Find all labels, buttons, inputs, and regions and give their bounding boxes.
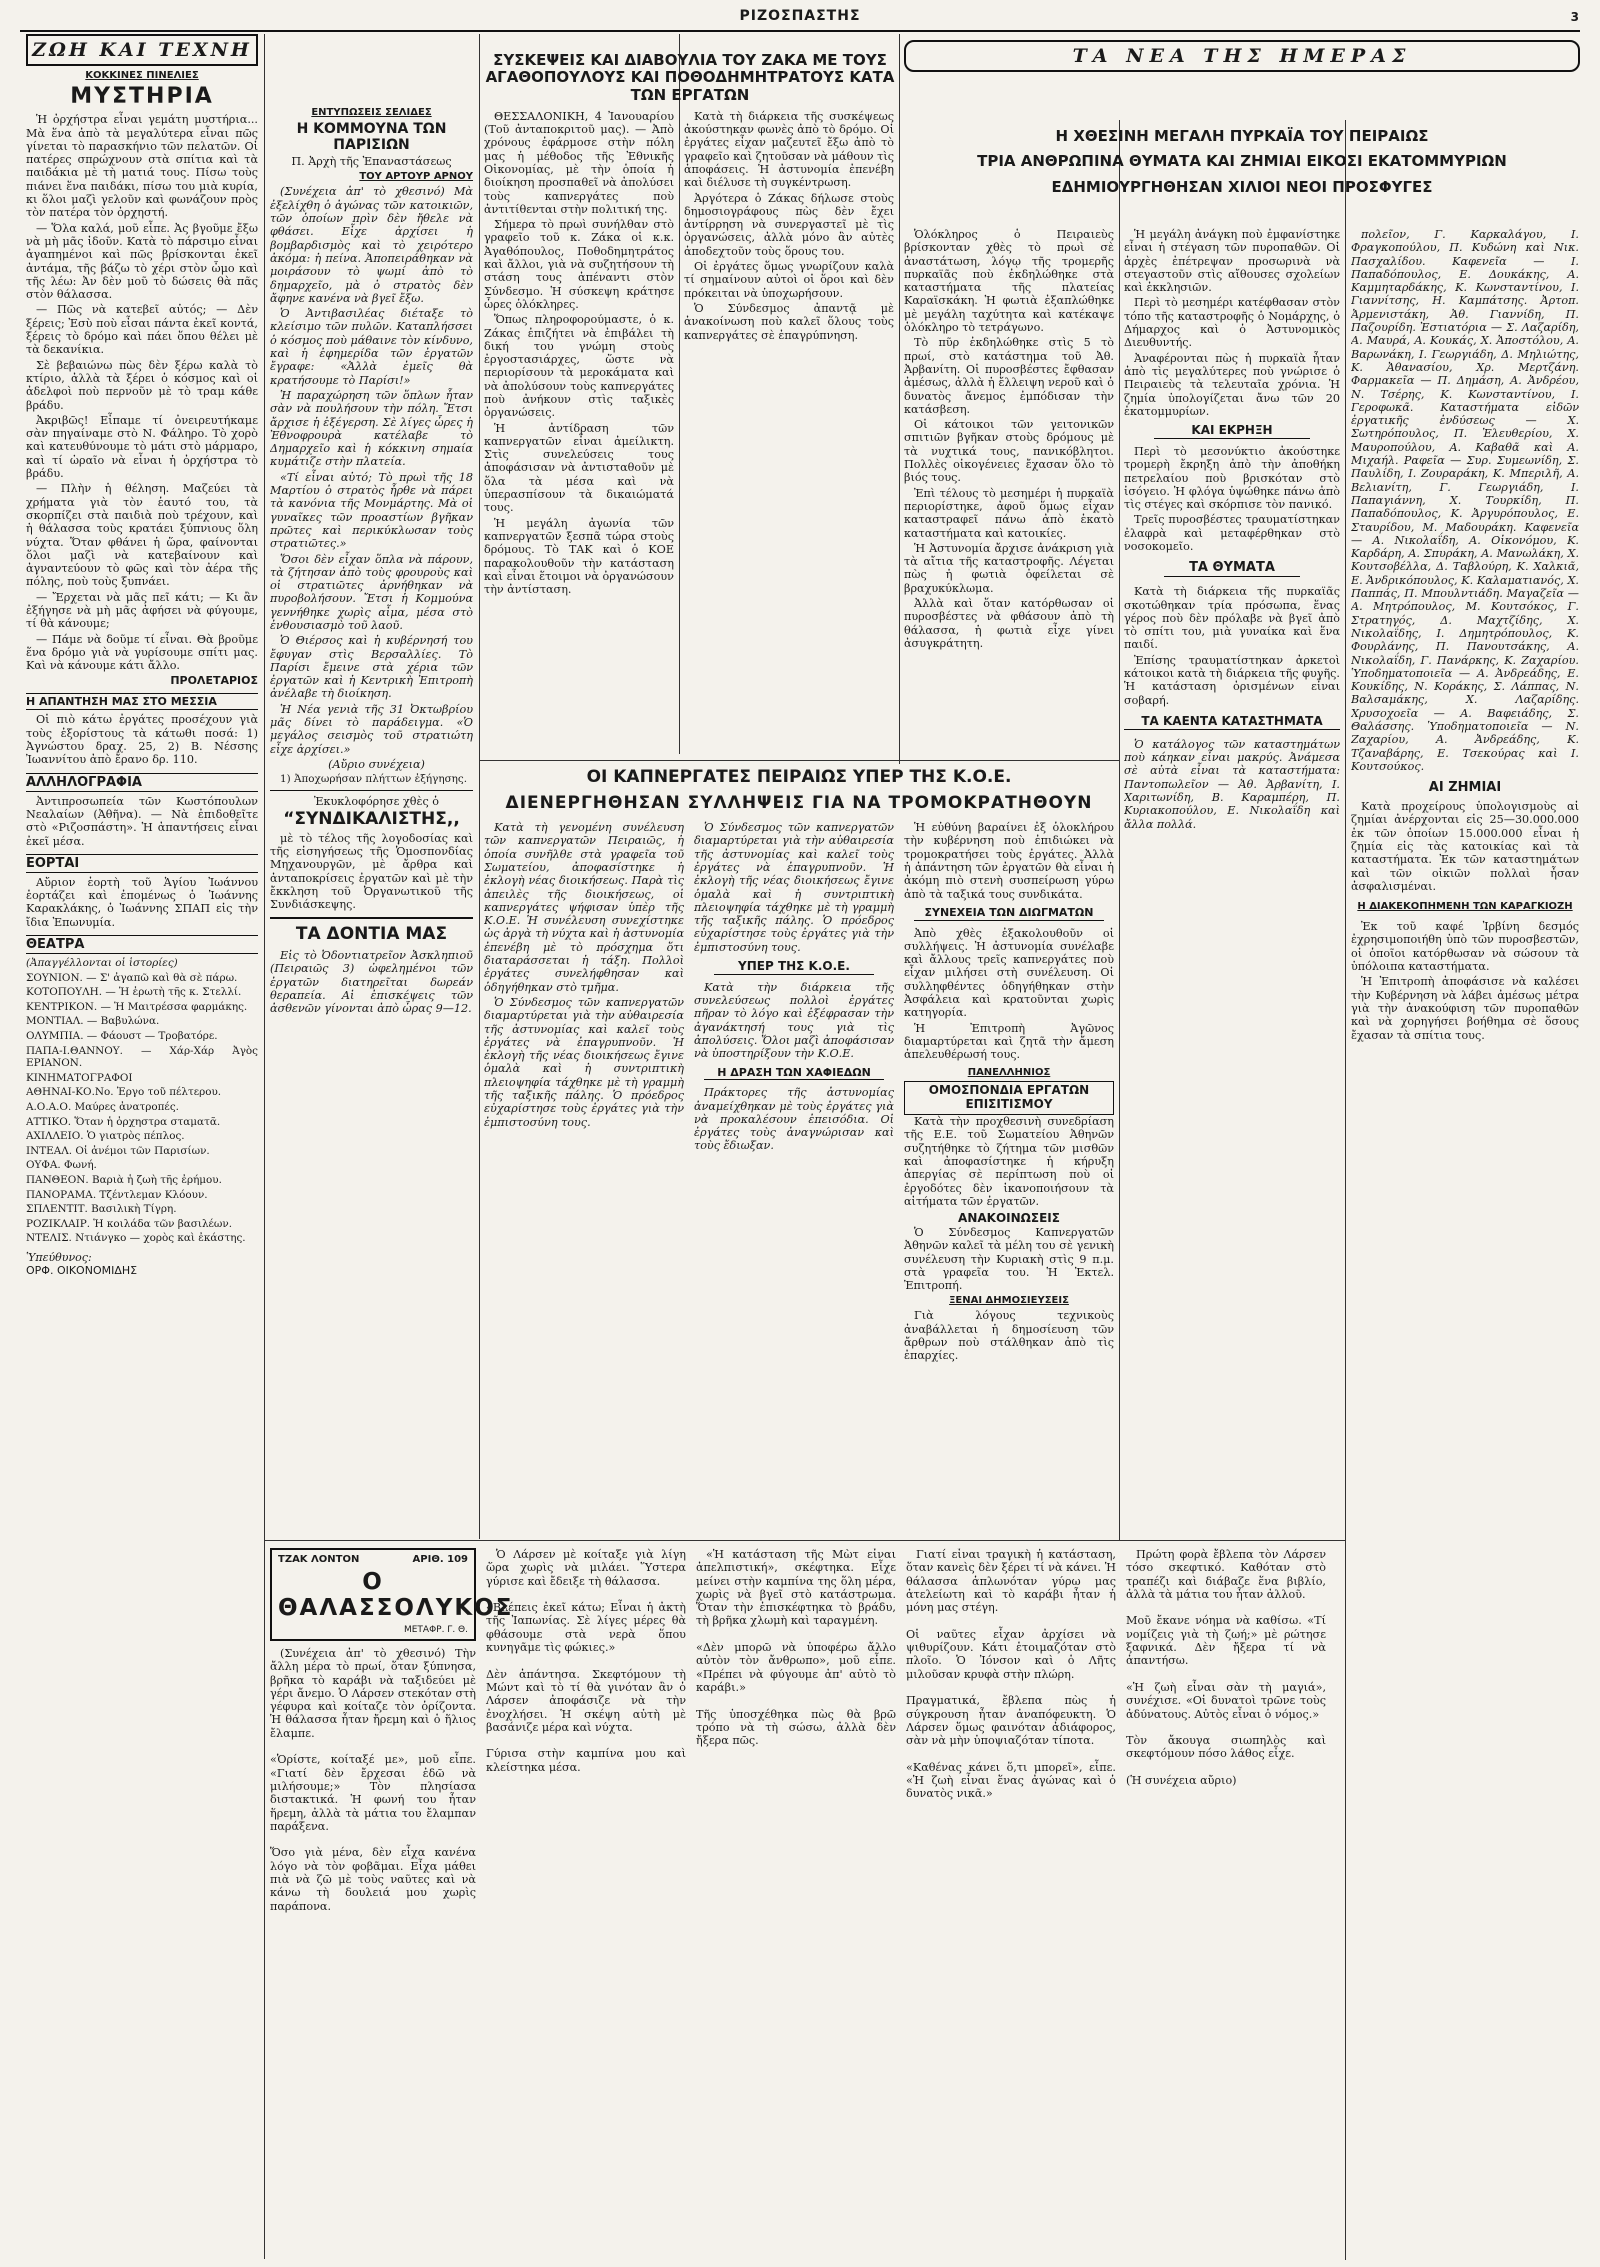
shop-list: πολεῖον, Γ. Καρκαλάγου, Ι. Φραγκοπούλου, Π. Κυδώνη καὶ Νικ. Πασχαλίδου. Καφενεῖα — Ι. Παπαδόπουλος, Ε. Δουκάκης, Α. Καμμηταρδάκης, Κ. Κωνσταντίνου, Ι. Γιαννίτσης, Η. Καμπάτσης. Ἀρτοπ. Ἀρμενιστάκη, Ἀθ. Γιαννίδη, Π. Παζουρίδη. Ἐστιατόρια — Σ. Λαζαρίδη, Α. Μαυρά, Α. Κουκάς, Χ. Ἀποστόλου, Α. Βαρωνάκη, Ι. Γεωργιάδη, Δ. Μηλιώτης, Κ. Ἀθανασίου, Χρ. Μερτζάνη. Φαρμακεῖα — Π. Δημάση, Α. Ἀνδρέου, Ν. Τσέρης, Κ. Κωνσταντίνου, Ι. Γεροφωκᾶ. Καταστήματα εἰδῶν ἐργατικῆς ἐνδύσεως — Χ. Σωτηρόπουλος, Π. Ἐλευθερίου, Χ. Μαυροπούλου, Α. Καβαθᾶ καὶ Α. Μιχαήλ. Ραφεῖα — Συρ. Συμεωνίδη, Σ. Παυλίδη, Ι. Ζουραράκη, Κ. Μπεριλῆ, Α. Βελιανίτη, Γ. Γεωργιάδη, Ι. Παπαγιάννη, Χ. Τουρκίδη, Π. Παπαδόπουλος, Κ. Ἀργυρόπουλος, Ε. Σταυρίδου, Μ. Μαδουράκη. Καφενεῖα — Α. Νικολαΐδη, Α. Οἰκονόμου, Κ. Καρδάρη, Α. Σπυράκη, Α. Μανωλάκη, Χ. Κουτσοβέλλα, Δ. Ταβλούρη, Κ. Χαλκιᾶ, Ε. Ἀνδρικόπουλος, Κ. Καλαματιανός, Χ. Παππάς, Π. Μπουλντιάδη. Μαγαζεῖα — Α. Μητρόπουλος, Μ. Κουτσόκος, Γ. Στρατηγός, Δ. Μαχτζίδης, Χ. Νικολαΐδης, Ι. Δημητρόπουλος, Κ. Φουρλάνης, Π. Πανουτσάκης, Α. Νικολαΐδη, Γ. Πανάρκης, Κ. Ζαχαρίου. Ὑποδηματοποιεῖα — Α. Ἀνδρεάδης, Ε. Κουκίδης, Ν. Κοράκης, Σ. Λάππας, Ν. Βαλσαμάκης, Χ. Λαζαρίδης. Χρυσοχοεῖα — Α. Βαφειάδης, Σ. Θαλάσσης. Ὑποδηματοποιεῖα — Ν. Ζαχαρίου, Α. Ἀνδρεάδης, Κ. Τζαναβάρης, Ε. Τσεκούρας καὶ Ι. Κουτσούκος. bbox=[1351, 228, 1579, 773]
paragraph: Κατὰ τὴ διάρκεια τῆς πυρκαϊᾶς σκοτώθηκαν τρία πρόσωπα, ἕνας γέρος ποὺ δὲν πρόλαβε νὰ βγεῖ ἀπὸ τὸ σπίτι του, μιὰ γυναίκα καὶ ἕνα παιδί. bbox=[1124, 585, 1340, 652]
paragraph: «Τί εἶναι αὐτό; Τὸ πρωὶ τῆς 18 Μαρτίου ὁ στρατὸς ἦρθε νὰ πάρει τὰ κανόνια τῆς Μονμάρτης. Μὰ οἱ γυναῖκες τῶν προαστίων βγῆκαν πρῶτες καὶ περικύκλωσαν τοὺς στρατιῶτες.» bbox=[270, 470, 473, 551]
headline: ΣΥΣΚΕΨΕΙΣ ΚΑΙ ΔΙΑΒΟΥΛΙΑ ΤΟΥ ΖΑΚΑ ΜΕ ΤΟΥΣ ΑΓΑΘΟΠΟΥΛΟΥΣ ΚΑΙ ΠΟΘΟΔΗΜΗΤΡΑΤΟΥΣ ΚΑΤΑ ΤΩΝ ΕΡΓΑΤΩΝ bbox=[485, 52, 895, 104]
story-column bbox=[684, 110, 894, 599]
paragraph: Ὁ Σύνδεσμος τῶν καπνεργατῶν διαμαρτύρεται γιὰ τὴν αὐθαιρεσία τῆς ἀστυνομίας καὶ καλεῖ τοὺς ἐργάτες νὰ ἐπαγρυπνοῦν. Ἡ ἐκλογὴ τῆς νέας διοικήσεως ἔγινε ὁμαλὰ καὶ ἡ συντριπτικὴ πλειοψηφία τάχθηκε μὲ τὴ γραμμὴ τῆς ταξικῆς πάλης. Ὁ πρόεδρος εὐχαρίστησε τοὺς ἐργάτες γιὰ τὴν ἐμπιστοσύνη τους. bbox=[484, 995, 684, 1129]
masthead bbox=[20, 8, 1580, 32]
headline-2: ΔΙΕΝΕΡΓΗΘΗΣΑΝ ΣΥΛΛΗΨΕΙΣ ΓΙΑ ΝΑ ΤΡΟΜΟΚΡΑΤΗΘΟΥΝ bbox=[505, 792, 1093, 813]
subheading: ΥΠΕΡ ΤΗΣ Κ.Ο.Ε. bbox=[714, 960, 874, 975]
paragraph: μὲ τὸ τέλος τῆς λογοδοσίας καὶ τῆς εἰσηγήσεως τῆς Ὁμοσπονδίας Μηχανουργῶν, μὲ ἄρθρα καὶ ἀνταποκρίσεις ἐργατῶν καὶ μὲ τὴν ἔκκληση τοῦ Ὀργανωτικοῦ τῆς Συνδιάσκεψης. bbox=[270, 831, 473, 912]
paragraph: Ἀντιπροσωπεία τῶν Κωστόπουλων Νεαλαίων (Ἀθῆνα). — Νὰ ἐπιδοθεῖτε στὸ «Ριζοσπάστη». Ἡ ἀπαντήσεις εἶναι ἐκεῖ μέσα. bbox=[26, 794, 258, 848]
column-rule bbox=[264, 34, 265, 2259]
paragraph: Ὁ Λάρσεν μὲ κοίταξε γιὰ λίγη ὥρα χωρὶς νὰ μιλάει. Ὕστερα γύρισε καὶ ἔδειξε τὴ θάλασσα. «Βλέπεις ἐκεῖ κάτω; Εἶναι ἡ ἀκτὴ τῆς Ἰαπωνίας. Σὲ λίγες μέρες θὰ φθάσουμε στὰ νερὰ ὅπου κυνηγᾶμε τὶς φώκιες.» Δὲν ἀπάντησα. Σκεφτόμουν τὴ Μώντ καὶ τὸ τί θὰ γινόταν ἂν ὁ Λάρσεν ἀποφάσιζε νὰ τὴν ἐνοχλήσει. Ἡ σκέψη αὐτὴ μὲ βασάνιζε μέρα καὶ νύχτα. Γύρισα στὴν καμπίνα μου καὶ κλείστηκα μέσα. bbox=[486, 1548, 686, 1774]
theatre-item: ΙΝΤΕΑΛ. Οἱ ἀνέμοι τῶν Παρισίων. bbox=[26, 1144, 210, 1157]
headline-1: Η ΧΘΕΣΙΝΗ ΜΕΓΑΛΗ ΠΥΡΚΑΪΑ ΤΟΥ ΠΕΙΡΑΙΩΣ bbox=[1055, 127, 1429, 145]
theatre-item: ΠΑΠΑ-Ι.ΘΑΝΝΟΥ. — Χάρ-Χάρ Ἀγὸς ΕΡΙΑΝΟΝ. bbox=[26, 1044, 258, 1070]
paragraph: Ὁ κατάλογος τῶν καταστημάτων ποὺ κάηκαν εἶναι μακρύς. Ἀνάμεσα σὲ αὐτὰ εἶναι τὰ καταστήματα: Παντοπωλεῖον — Ἀθ. Ἀρβανίτη, Ι. Χαριτωνίδη, Β. Καραμπέρη, Π. Κυριακοπούλου, Ε. Νικολαΐδη καὶ ἄλλα πολλά. bbox=[1124, 737, 1340, 831]
theatre-item: ΝΤΕΛΙΣ. Ντιάνγκο — χορὸς καὶ ἐκάστης. bbox=[26, 1232, 246, 1245]
paragraph: Κατὰ τὴ διάρκεια τῆς συσκέψεως ἀκούστηκαν φωνὲς ἀπὸ τὸ δρόμο. Οἱ ἐργάτες εἶχαν μαζευτεῖ ἔξω ἀπὸ τὸ γραφεῖο καὶ ζητοῦσαν νὰ μάθουν τὶς ἀποφάσεις. Ἡ ἀστυνομία ἐπενέβη καὶ διέλυσε τὴ συγκέντρωση. bbox=[684, 109, 894, 190]
responsible-name: ΟΡΦ. ΟΙΚΟΝΟΜΙΔΗΣ bbox=[26, 1263, 138, 1277]
paragraph: (Συνέχεια ἀπ' τὸ χθεσινό) Τὴν ἄλλη μέρα τὸ πρωί, ὅταν ξύπνησα, βρῆκα τὸ καράβι νὰ ταξιδεύει μὲ γέρι ἄνεμο. Ὁ Λάρσεν στεκόταν στὴ γέφυρα καὶ κοίταζε τὸν ὁρίζοντα. Ἡ θάλασσα ἦταν ἤρεμη καὶ ὁ ἥλιος ἔλαμπε. «Ὁρίστε, κοίταξέ με», μοῦ εἶπε. «Γιατί δὲν ἔρχεσαι ἐδῶ νὰ μιλήσουμε;» Τὸν πλησίασα διστακτικά. Ἡ φωνή του ἦταν ἥρεμη, ἀλλὰ τὰ μάτια του ἔλαμπαν παράξενα. Ὅσο γιὰ μένα, δὲν εἶχα κανένα λόγο νὰ τὸν φοβᾶμαι. Εἶχα μάθει πιὰ νὰ ζῶ μὲ τοὺς ναῦτες καὶ νὰ κάνω τὴ δουλειά μου χωρὶς παράπονα. bbox=[270, 1647, 476, 1913]
paragraph: Γιὰ λόγους τεχνικοὺς ἀναβάλλεται ἡ δημοσίευση τῶν ἄρθρων ποὺ στάλθηκαν ἀπὸ τὶς ἐπαρχίες. bbox=[904, 1309, 1114, 1363]
paragraph: Ἀναφέρονται πὼς ἡ πυρκαϊὰ ἦταν ἀπὸ τὶς μεγαλύτερες ποὺ γνώρισε ὁ Πειραιεὺς τὰ τελευταῖα χρόνια. Ἡ ζημία ὑπολογίζεται ἄνω τῶν 20 ἑκατομμυρίων. bbox=[1124, 351, 1340, 418]
paragraph: Αὔριον ἑορτὴ τοῦ Ἁγίου Ἰωάννου ἑορτάζει καὶ ἐπομένως ὁ Ἰωάννης Καρακλάκης, ὁ Ἰωάννης ΣΠΑΠ εἰς τὴν ἴδια Ἐπωνυμία. bbox=[26, 875, 258, 929]
notice-title: “ΣΥΝΔΙΚΑΛΙΣΤΗΣ,, bbox=[283, 809, 460, 830]
footnote: 1) Ἀποχωρήσαν πλήττων ἐξήγησης. bbox=[280, 773, 468, 786]
paragraph: ΘΕΣΣΑΛΟΝΙΚΗ, 4 Ἰανουαρίου (Τοῦ ἀνταποκριτοῦ μας). — Ἀπὸ χρόνους ἐφάρμοσε στὴν πόλη μας ἡ μέθοδος τῆς Ἐθνικῆς Οἰκονομίας, μὲ τὴν ὁποία ἡ διοίκηση προσπαθεῖ νὰ ἀπολύσει τοὺς καπνεργάτες ποὺ ἀντιτίθενται στὴν πολιτική της. bbox=[484, 109, 674, 216]
paragraph: Ἡ Ἀστυνομία ἄρχισε ἀνάκριση γιὰ τὰ αἴτια τῆς καταστροφῆς. Λέγεται πὼς ἡ φωτιὰ ὀφείλεται σὲ βραχυκύκλωμα. bbox=[904, 541, 1114, 595]
paragraph: Ὁ Ἀντιβασιλέας διέταξε τὸ κλείσιμο τῶν πυλῶν. Καταπλήσσει ὁ κόσμος ποὺ μάθαινε τὸν κίνδυνο, καὶ ἡ ἐφημερίδα τῶν ἐργατῶν ἔγραφε: «Ἀλλὰ ἐμεῖς θὰ κρατήσουμε τὸ Παρίσι!» bbox=[270, 307, 473, 387]
theatre-item: ΑΧΙΛΛΕΙΟ. Ὁ γιατρὸς πέπλος. bbox=[26, 1130, 185, 1143]
paragraph: Οἱ ἐργάτες ὅμως γνωρίζουν καλὰ τί σημαίνουν αὐτοὶ οἱ ὅροι καὶ δὲν πρόκειται νὰ ὑποχωρήσουν. bbox=[684, 260, 894, 300]
byline: ΚΟΚΚΙΝΕΣ ΠΙΝΕΛΙΕΣ bbox=[85, 70, 199, 81]
paragraph: Πράκτορες τῆς ἀστυνομίας ἀναμείχθηκαν μὲ τοὺς ἐργάτες γιὰ νὰ προκαλέσουν ἐπεισόδια. Οἱ ἐργάτες τοὺς ἀναγνώρισαν καὶ τοὺς ἔδιωξαν. bbox=[694, 1086, 894, 1153]
theatre-item: ΚΙΝΗΜΑΤΟΓΡΑΦΟΙ bbox=[26, 1071, 133, 1084]
fire-story-a bbox=[904, 228, 1114, 758]
responsible-label: Ὑπεύθυνος: bbox=[26, 1250, 92, 1264]
workers-story bbox=[484, 766, 1114, 1536]
paragraph: (Συνέχεια ἀπ' τὸ χθεσινό) Μὰ ἐξελίχθη ὁ ἀγώνας τῶν κατοικιῶν, τῶν ὁποίων πρὶν δὲν ἤθελε νὰ φθάσει. Εἶχε ἀρχίσει ἡ βομβαρδισμὸς καὶ τὸ χειρότερο ἀκόμα: ἡ πείνα. Ἀποπειράθηκαν νὰ μοιράσουν τὸ ψωμί ἀπὸ τὸ δημαρχεῖο, μὰ ὁ στρατὸς δὲν ἄφηνε κανένα νὰ βγεῖ ἔξω. bbox=[270, 185, 473, 305]
section-title: ΤΑ ΝΕΑ ΤΗΣ ΗΜΕΡΑΣ bbox=[904, 40, 1580, 72]
paragraph: Οἱ πιὸ κάτω ἐργάτες προσέχουν γιὰ τοὺς ἐξορίστους τὰ κάτωθι ποσά: 1) Ἀγνώστου δραχ. 25, 2) Β. Νέσσης Ἰωαννίτου ἀπὸ ἔρανο δρ. 110. bbox=[26, 713, 258, 767]
paragraph: Ἀργότερα ὁ Ζάκας δήλωσε στοὺς δημοσιογράφους πὼς δὲν ἔχει ἀντίρρηση νὰ συνεργαστεῖ μὲ τὶς ὀργανώσεις, ἀλλὰ μόνο ἂν αὐτὲς ἀποδεχτοῦν τοὺς ὅρους του. bbox=[684, 191, 894, 258]
theatre-item: Α.Ο.Α.Ο. Μαύρες ἀνατροπές. bbox=[26, 1100, 179, 1113]
section-rule bbox=[480, 760, 1120, 761]
paragraph: — Πάμε νὰ δοῦμε τί εἶναι. Θὰ βροῦμε ἕνα δρόμο γιὰ νὰ γυρίσουμε σπίτι μας. Καὶ νὰ κάνουμε κάτι ἄλλο. bbox=[26, 632, 258, 673]
theatre-item: ΚΕΝΤΡΙΚΟΝ. — Ἡ Μαιτρέσσα φαρμάκης. bbox=[26, 1000, 248, 1013]
column-rule bbox=[899, 34, 900, 764]
theatre-item: ΣΠΛΕΝΤΙΤ. Βασιλικὴ Τίγρη. bbox=[26, 1203, 177, 1216]
theatre-list bbox=[26, 972, 258, 1245]
panel-title: ΟΜΟΣΠΟΝΔΙΑ ΕΡΓΑΤΩΝ ΕΠΙΣΙΤΙΣΜΟΥ bbox=[904, 1081, 1114, 1115]
paragraph: Ὁλόκληρος ὁ Πειραιεὺς βρίσκονταν χθὲς τὸ πρωὶ σὲ ἀναστάτωση, λόγῳ τῆς τρομερῆς πυρκαϊᾶς ποὺ ἐκδηλώθηκε στὰ καταστήματα τῆς πλατείας Καραϊσκάκη. Ἡ φωτιὰ ἐξαπλώθηκε μὲ μεγάλη ταχύτητα καὶ κατέκαψε ὁλόκληρο τὸ τετράγωνο. bbox=[904, 228, 1114, 335]
panel-kicker: ΠΑΝΕΛΛΗΝΙΟΣ bbox=[967, 1067, 1051, 1079]
fire-headlines bbox=[904, 124, 1580, 224]
paragraph: Τὸ πῦρ ἐκδηλώθηκε στὶς 5 τὸ πρωί, στὸ κατάστημα τοῦ Ἀθ. Ἀρβανίτη. Οἱ πυροσβέστες ἔφθασαν ἀμέσως, ἀλλὰ ἡ ἔλλειψη νεροῦ καὶ ὁ δυνατὸς ἄνεμος ἐμπόδισαν τὴν κατάσβεση. bbox=[904, 336, 1114, 416]
theatre-item: ΚΟΤΟΠΟΥΛΗ. — Ἡ ἐρωτὴ τῆς κ. Στελλί. bbox=[26, 986, 242, 999]
serial-column bbox=[486, 1548, 686, 1915]
story-column bbox=[484, 110, 674, 599]
sub-title: Η ΔΙΑΚΕΚΟΠΗΜΕΝΗ ΤΩΝ ΚΑΡΑΓΚΙΟΖΗ bbox=[1357, 901, 1573, 913]
theatres-title: ΘΕΑΤΡΑ bbox=[26, 935, 258, 954]
author: ΤΟΥ ΑΡΤΟΥΡ ΑΡΝΟΥ bbox=[359, 171, 473, 183]
correspondence-title: ΑΛΛΗΛΟΓΡΑΦΙΑ bbox=[26, 773, 258, 792]
paragraph: — Ὅλα καλά, μοῦ εἶπε. Ἀς βγοῦμε ἔξω νὰ μὴ μᾶς ἰδοῦν. Κατὰ τὸ πάρσιμο εἶναι ἀγαπημένοι καὶ πῶς βρίσκονται ἐκεῖ ἀντάμα, τῆς βάζω τὸ χέρι στὸν ὦμο καὶ τῆς λέω: Ἀν δὲν μοῦ τὸ δώσεις θὰ πᾶς στὸν θάλασσα. bbox=[26, 221, 258, 302]
paragraph: Ὁ Σύνδεσμος ἀπαντᾷ μὲ ἀνακοίνωση ποὺ καλεῖ ὅλους τοὺς καπνεργάτες σὲ ἐπαγρύπνηση. bbox=[684, 301, 894, 342]
subheading: ΣΥΝΕΧΕΙΑ ΤΩΝ ΔΙΩΓΜΑΤΩΝ bbox=[914, 907, 1104, 921]
serial-column bbox=[270, 1548, 514, 1915]
paragraph: Κατὰ τὴν διάρκεια τῆς συνελεύσεως πολλοὶ ἐργάτες πῆραν τὸ λόγο καὶ ἐξέφρασαν τὴν ἀγανάκτησή τους γιὰ τὶς ἀπολύσεις. Ὅλοι μαζὶ ἀποφάσισαν νὰ ὑποστηρίξουν τὴν Κ.Ο.Ε. bbox=[694, 980, 894, 1061]
paragraph: Ὁ Θιέρσος καὶ ἡ κυβέρνησή του ἔφυγαν στὶς Βερσαλλίες. Τὸ Παρίσι ἔμεινε στὰ χέρια τῶν ἐργατῶν καὶ ἡ Κεντρικὴ Ἐπιτροπὴ ἀνέλαβε τὴ διοίκηση. bbox=[270, 634, 473, 701]
kicker: ΕΝΤΥΠΩΣΕΙΣ ΣΕΛΙΔΕΣ bbox=[311, 107, 432, 118]
serial-novel bbox=[270, 1548, 1340, 2260]
shops-title: ΤΑ ΚΑΕΝΤΑ ΚΑΤΑΣΤΗΜΑΤΑ bbox=[1124, 715, 1340, 730]
serial-author: ΤΖΑΚ ΛΟΝΤΟΝ bbox=[278, 1554, 360, 1565]
victims-title: ΤΑ ΘΥΜΑΤΑ bbox=[1164, 561, 1300, 577]
section-title: ΖΩΗ ΚΑΙ ΤΕΧΝΗ bbox=[26, 34, 258, 66]
paragraph: Σήμερα τὸ πρωὶ συνήλθαν στὸ γραφεῖο τοῦ κ. Ζάκα οἱ κ.κ. Ἀγαθόπουλος, Ποθοδημητράτος καὶ ἄλλοι, γιὰ νὰ συζητήσουν τὴ στάση τους ἀπέναντι στὸν Σύνδεσμο. Ἡ σύσκεψη κράτησε ὧρες ὁλόκληρες. bbox=[484, 218, 674, 311]
column-life-and-art bbox=[26, 34, 258, 2262]
theatre-item: ΑΤΤΙΚΟ. Ὅταν ἡ ὀρχηστρα σταματᾶ. bbox=[26, 1115, 221, 1128]
theatre-item: ΠΑΝΘΕΟΝ. Βαριὰ ἡ ζωὴ τῆς ἐρήμου. bbox=[26, 1173, 222, 1186]
paragraph: Κατὰ προχείρους ὑπολογισμοὺς αἱ ζημίαι ἀνέρχονται εἰς 25—30.000.000 ἐκ τῶν ὁποίων 15.000.000 εἶναι ἡ ζημία εἰς τὰς κατοικίας καὶ τὰ καταστήματα. Ἐκ τῶν καταστημάτων καὶ τῶν οἰκιῶν πολλαὶ ἦσαν ἀσφαλισμέναι. bbox=[1351, 800, 1579, 893]
paragraph: Ἀκριβῶς! Εἶπαμε τί ὀνειρευτήκαμε σὰν πηγαίναμε στὸ Ν. Φάληρο. Τὸ χορὸ καὶ κατευθύνουμε τὸ μάτι στὸ μάρμαρο, καὶ τί ὡραῖο νὰ εἶναι ἡ ὀρχήστρα τὸ βράδυ. bbox=[26, 413, 258, 481]
paragraph: Ἡ παραχώρηση τῶν ὅπλων ἦταν σὰν νὰ πουλήσουν τὴν πόλη. Ἔτσι ἄρχισε ἡ ἐξέγερση. Σὲ λίγες ὧρες ἡ Ἐθνοφρουρὰ κατέλαβε τὸ Δημαρχεῖο καὶ ἡ κόκκινη σημαία κυμάτιζε στὴν πλατεία. bbox=[270, 388, 473, 469]
paragraph: Ὅσοι δὲν εἶχαν ὅπλα νὰ πάρουν, τὰ ζήτησαν ἀπὸ τοὺς φρουροὺς καὶ οἱ στρατιῶτες ἀρνήθηκαν νὰ πυροβολήσουν. Ἔτσι ἡ Κομμούνα γεννήθηκε χωρὶς αἷμα, μέσα στὸ ἐνθουσιασμὸ τοῦ λαοῦ. bbox=[270, 552, 473, 632]
publications-title: ΞΕΝΑΙ ΔΗΜΟΣΙΕΥΣΕΙΣ bbox=[949, 1295, 1069, 1307]
paragraph: Τρεῖς πυροσβέστες τραυματίστηκαν ἐλαφρὰ καὶ μεταφέρθηκαν στὸ νοσοκομεῖο. bbox=[1124, 513, 1340, 554]
headline-3: ΕΔΗΜΙΟΥΡΓΗΘΗΣΑΝ ΧΙΛΙΟΙ ΝΕΟΙ ΠΡΟΣΦΥΓΕΣ bbox=[1051, 177, 1433, 196]
paragraph: Εἰς τὸ Ὀδοντιατρεῖον Ἀσκληπιοῦ (Πειραιῶς 3) ὠφελημένοι τῶν ἐργατῶν διατηρεῖται δωρεάν θεραπεία. Αἱ ἐπισκέψεις τῶν ἀσθενῶν γίνονται ἀπὸ ὧρας 9—12. bbox=[270, 949, 473, 1016]
paragraph: Ἡ μεγάλη ἀγωνία τῶν καπνεργατῶν ξεσπᾶ τώρα στοὺς δρόμους. Τὸ ΤΑΚ καὶ ὁ ΚΟΕ παρακολουθοῦν τὴν κατάσταση καὶ εἶναι ἕτοιμοι νὰ ὀργανώσουν τὴν ἀντίσταση. bbox=[484, 516, 674, 597]
paragraph: Ὁ Σύνδεσμος τῶν καπνεργατῶν διαμαρτύρεται γιὰ τὴν αὐθαιρεσία τῆς ἀστυνομίας καὶ καλεῖ τοὺς ἐργάτες νὰ ἐπαγρυπνοῦν. Ἡ ἐκλογὴ τῆς νέας διοικήσεως ἔγινε ὁμαλὰ καὶ ἡ συντριπτικὴ πλειοψηφία τάχθηκε μὲ τὴ γραμμὴ τῆς ταξικῆς πάλης. Ὁ πρόεδρος εὐχαρίστησε τοὺς ἐργάτες γιὰ τὴν ἐμπιστοσύνη τους. bbox=[694, 821, 894, 954]
paragraph: «Ἡ κατάσταση τῆς Μὼτ εἶναι ἀπελπιστική», σκέφτηκα. Εἶχε μείνει στὴν καμπίνα της ὅλη μέρα, χωρὶς νὰ βγεῖ στὸ κατάστρωμα. Ὅταν τὴν ἐπισκέφτηκα τὸ βράδυ, τὴ βρῆκα χλωμὴ καὶ ταραγμένη. «Δὲν μπορῶ νὰ ὑποφέρω ἄλλο αὐτὸν τὸν ἄνθρωπο», μοῦ εἶπε. «Πρέπει νὰ φύγουμε ἀπ' αὐτὸ τὸ καράβι.» Τῆς ὑποσχέθηκα πὼς θὰ βρῶ τρόπο νὰ τὴ σώσω, ἀλλὰ δὲν ἤξερα πῶς. bbox=[696, 1548, 896, 1748]
column-commune bbox=[270, 104, 473, 1532]
paragraph: Ἡ εὐθύνη βαραίνει ἐξ ὁλοκλήρου τὴν κυβέρνηση ποὺ ἐπιδιώκει νὰ τρομοκρατήσει τοὺς ἐργάτες. Ἀλλὰ ἡ ἀπάντηση τῶν ἐργατῶν θὰ εἶναι ἡ ἀκόμη πιὸ στενὴ συσπείρωση γύρω ἀπὸ τὰ ταξικά τους συνδικάτα. bbox=[904, 821, 1114, 901]
paragraph: — Πλὴν ἡ θέληση. Μαζεύει τὰ χρήματα γιὰ τὸν ἑαυτό του, τὰ σκορπίζει στὰ παιδιὰ ποὺ τρέχουν, καὶ ἡ θάλασσα τοὺς κρατάει ξύπνιους ὅλη νύχτα. Ὅταν φθάνει ἡ ὥρα, φαίνονται ὅλοι μαζὶ νὰ κατεβαίνουν καὶ ἀγναντεύουν τὸ φῶς καὶ τὸν ἀέρα τῆς πόλης, ποὺ τοὺς ξυπνάει. bbox=[26, 482, 258, 589]
paragraph: Σὲ βεβαιώνω πὼς δὲν ξέρω καλὰ τὸ κτίριο, ἀλλὰ τὰ ξέρει ὁ κόσμος καὶ οἱ ἀδελφοὶ ποὺ περνοῦν μὲ τὸ τραμ κάθε βράδυ. bbox=[26, 358, 258, 412]
column-rule bbox=[1119, 120, 1120, 1540]
story-column bbox=[904, 821, 1114, 1365]
paragraph: Περὶ τὸ μεσονύκτιο ἀκούστηκε τρομερὴ ἔκρηξη ἀπὸ τὴν ἀποθήκη πετρελαίου ποὺ βρισκόταν στὸ ἰσόγειο. Ἡ φλόγα ὑψώθηκε πάνω ἀπὸ τὶς στέγες καὶ σκόρπισε τὸν πανικό. bbox=[1124, 444, 1340, 512]
serial-title: Ο ΘΑΛΑΣΣΟΛΥΚΟΣ bbox=[278, 1569, 514, 1621]
serial-column bbox=[906, 1548, 1116, 1915]
column-rule bbox=[1345, 120, 1346, 2260]
story-consultations bbox=[484, 52, 896, 758]
serial-number: ΑΡΙΘ. 109 bbox=[412, 1554, 468, 1565]
page-number: 3 bbox=[1570, 10, 1580, 24]
serial-column bbox=[1126, 1548, 1326, 1915]
paragraph: Ὅπως πληροφορούμαστε, ὁ κ. Ζάκας ἐπιζήτει νὰ ἐπιβάλει τὴ δική του γνώμη στοὺς ἐργοστασιάρχες, ὥστε νὰ περιορίσουν τὰ μεροκάματα καὶ νὰ ἀπολύσουν τοὺς καπνεργάτες ποὺ ἀνήκουν στὶς ταξικὲς ὀργανώσεις. bbox=[484, 313, 674, 420]
story-column bbox=[484, 821, 684, 1365]
column-rule bbox=[479, 34, 480, 1539]
paragraph: Ἡ Νέα γενιὰ τῆς 31 Ὀκτωβρίου μᾶς δίνει τὸ παράδειγμα. «Ὁ μεγάλος σεισμὸς τοῦ στρατιώτη εἶχε ἀρχίσει.» bbox=[270, 702, 473, 756]
serial-header bbox=[270, 1548, 514, 1641]
subheadline: Π. Ἀρχὴ τῆς Ἐπαναστάσεως bbox=[291, 155, 452, 169]
paragraph: Ὁ Σύνδεσμος Καπνεργατῶν Ἀθηνῶν καλεῖ τὰ μέλη του σὲ γενικὴ συνέλευση τὴν Κυριακὴ στὶς 9 π.μ. στὰ γραφεῖα του. Ἡ Ἐκτελ. Ἐπιτροπή. bbox=[904, 1225, 1114, 1293]
paragraph: Ἡ ἀντίδραση τῶν καπνεργατῶν εἶναι ἀμείλικτη. Στὶς συνελεύσεις τους ἀποφάσισαν νὰ ἀντισταθοῦν μὲ ὅλα τὰ μέσα καὶ νὰ ὑπερασπίσουν τὰ δικαιώματά τους. bbox=[484, 421, 674, 515]
paragraph: Ἡ ὀρχήστρα εἶναι γεμάτη μυστήρια... Μὰ ἕνα ἀπὸ τὰ μεγαλύτερα εἶναι πῶς γίνεται τὸ παρασκήνιο τῶν πελατῶν. Οἱ πατέρες σπρώχνουν στὰ σπίτια καὶ τὰ παιδάκια μὲ τὴ ματιά τους. Πίσω τοὺς πιάνει ἕνα παιδάκι, πίσω του μιὰ κυρία, κι ὅλοι μαζὶ γελοῦν καὶ φωνάζουν πρὸς τὸν πατέρα τὸν ὀρχηστή. bbox=[26, 113, 258, 220]
headline: Η ΚΟΜΜΟΥΝΑ ΤΩΝ ΠΑΡΙΣΙΩΝ bbox=[296, 121, 447, 154]
signature: ΠΡΟΛΕΤΑΡΙΟΣ bbox=[170, 674, 258, 688]
sign: (Αὔριο συνέχεια) bbox=[328, 757, 425, 771]
theatre-item: ΜΟΝΤΙΑΛ. — Βαβυλώνα. bbox=[26, 1015, 160, 1028]
paragraph: Γιατί εἶναι τραγικὴ ἡ κατάσταση, ὅταν κανεὶς δὲν ξέρει τί νὰ κάνει. Ἡ θάλασσα ἁπλωνόταν γύρω μας ἀτελείωτη καὶ τὸ καράβι ἦταν ἡ μόνη μας στέγη. Οἱ ναῦτες εἶχαν ἀρχίσει νὰ ψιθυρίζουν. Κάτι ἑτοιμαζόταν στὸ πλοῖο. Ὁ Ἰόνσον καὶ ὁ Λῆτς μιλοῦσαν κρυφὰ στὴν πλώρη. Πραγματικά, ἔβλεπα πὼς ἡ σύγκρουση ἦταν ἀναπόφευκτη. Ὁ Λάρσεν ὅμως φαινόταν ἀδιάφορος, σὰν νὰ μὴν ὑποψιαζόταν τίποτα. «Καθένας κάνει ὅ,τι μπορεῖ», εἶπε. «Ἡ ζωὴ εἶναι ἕνας ἀγώνας καὶ ὁ δυνατὸς νικᾶ.» bbox=[906, 1548, 1116, 1801]
paragraph: — Ἔρχεται νὰ μᾶς πεῖ κάτι; — Κι ἂν ἐξήγησε νὰ μὴ μᾶς ἀφήσει νὰ φύγουμε, τί θὰ κάνουμε; bbox=[26, 590, 258, 631]
fire-story-c bbox=[1351, 228, 1579, 2260]
paragraph: — Πῶς νὰ κατεβεῖ αὐτός; — Δὲν ξέρεις; Ἐσὺ ποὺ εἶσαι πάντα ἐκεῖ κοντά, ξέρεις τὸ δρόμο καὶ πάει ὅπου θέλει μὲ τὰ δεκανίκια. bbox=[26, 303, 258, 357]
theatre-item: ΟΛΥΜΠΙΑ. — Φάουστ — Τροβατόρε. bbox=[26, 1030, 218, 1042]
subheading: Η ΔΡΑΣΗ ΤΩΝ ΧΑΦΙΕΔΩΝ bbox=[704, 1067, 884, 1081]
serial-translator: ΜΕΤΑΦΡ. Γ. Θ. bbox=[403, 1625, 468, 1635]
headline: ΜΥΣΤΗΡΙΑ bbox=[70, 84, 214, 109]
headline-2: ΤΡΙΑ ΑΝΘΡΩΠΙΝΑ ΘΥΜΑΤΑ ΚΑΙ ΖΗΜΙΑΙ ΕΙΚΟΣΙ ΕΚΑΤΟΜΜΥΡΙΩΝ bbox=[977, 152, 1507, 171]
paragraph: Πρώτη φορὰ ἔβλεπα τὸν Λάρσεν τόσο σκεφτικό. Καθόταν στὸ τραπέζι καὶ διάβαζε ἕνα βιβλίο, ἀλλὰ τὰ μάτια του ἦταν ἀλλοῦ. Μοῦ ἔκανε νόημα νὰ καθίσω. «Τί νομίζεις γιὰ τὴ ζωή;» μὲ ρώτησε ξαφνικά. Δὲν ἤξερα τί νὰ ἀπαντήσω. «Ἡ ζωὴ εἶναι σὰν τὴ μαγιά», συνέχισε. «Οἱ δυνατοὶ τρῶνε τοὺς ἀδύνατους. Αὐτὸς εἶναι ὁ νόμος.» Τὸν ἄκουγα σιωπηλὸς καὶ σκεφτόμουν πόσο λάθος εἶχε. (Ἡ συνέχεια αὔριο) bbox=[1126, 1548, 1326, 1788]
paragraph: Κατὰ τὴν προχθεσινὴ συνεδρίαση τῆς Ε.Ε. τοῦ Σωματείου Ἀθηνῶν συζητήθηκε τὸ ζήτημα τῶν μισθῶν καὶ ἀποφασίστηκε ἡ κήρυξη ἀπεργίας σὲ περίπτωση ποὺ οἱ ἐργοδότες δὲν ἱκανοποιήσουν τὰ αἰτήματα τῶν ἐργατῶν. bbox=[904, 1115, 1114, 1208]
notice: Ἐκυκλοφόρησε χθὲς ὁ bbox=[313, 794, 440, 808]
paragraph: Ἡ Ἐπιτροπὴ Ἀγῶνος διαμαρτύρεται καὶ ζητᾶ τὴν ἄμεση ἀπελευθέρωσή τους. bbox=[904, 1021, 1114, 1062]
theatre-item: ΟΥΦΑ. Φωνή. bbox=[26, 1159, 97, 1172]
paragraph: Ἀπὸ χθὲς ἐξακολουθοῦν οἱ συλλήψεις. Ἡ ἀστυνομία συνέλαβε καὶ ἄλλους τρεῖς καπνεργάτες ποὺ εἶχαν μιλήσει στὴ συνέλευση. Οἱ συλληφθέντες ὁδηγήθηκαν στὴν Ἀσφάλεια καὶ κρατοῦνται χωρὶς κατηγορία. bbox=[904, 926, 1114, 1020]
story-column bbox=[694, 821, 894, 1365]
paragraph: Ἡ μεγάλη ἀνάγκη ποὺ ἐμφανίστηκε εἶναι ἡ στέγαση τῶν πυροπαθῶν. Οἱ ἀρχὲς ἐπέτρεψαν προσωρινὰ νὰ στεγαστοῦν στὶς αἴθουσες σχολείων καὶ ἐκκλησιῶν. bbox=[1124, 228, 1340, 295]
headline-1: ΟΙ ΚΑΠΝΕΡΓΑΤΕΣ ΠΕΙΡΑΙΩΣ ΥΠΕΡ ΤΗΣ Κ.Ο.Ε. bbox=[586, 767, 1012, 787]
theatres-note: (Ἀπαγγέλλονται οἱ ἱστορίες) bbox=[26, 957, 178, 970]
feasts-title: ΕΟΡΤΑΙ bbox=[26, 854, 258, 873]
teeth-title: ΤΑ ΔΟΝΤΙΑ ΜΑΣ bbox=[295, 924, 448, 945]
theatre-item: ΡΟΖΙΚΛΑΙΡ. Ἡ κοιλάδα τῶν βασιλέων. bbox=[26, 1217, 233, 1230]
paragraph: Ἐπὶ τέλους τὸ μεσημέρι ἡ πυρκαϊὰ περιορίστηκε, ἀφοῦ ὅμως εἶχαν καταστραφεῖ πάνω ἀπὸ ἑκατὸ καταστήματα καὶ κατοικίες. bbox=[904, 486, 1114, 540]
news-header bbox=[904, 40, 1580, 122]
box-title: Η ΑΠΑΝΤΗΣΗ ΜΑΣ ΣΤΟ ΜΕΣΣΙΑ bbox=[26, 693, 258, 710]
paragraph: Ἡ Ἐπιτροπὴ ἀποφάσισε νὰ καλέσει τὴν Κυβέρνηση νὰ λάβει ἀμέσως μέτρα γιὰ τὴν ἀνακούφιση τῶν πυροπαθῶν καὶ νὰ χορηγήσει βοήθημα σὲ ὅσους ἔχασαν τὰ σπίτια τους. bbox=[1351, 975, 1579, 1042]
paragraph: Κατὰ τὴ γενομένη συνέλευση τῶν καπνεργατῶν Πειραιῶς, ἡ ὁποία συνῆλθε στὰ γραφεῖα τοῦ Σωματείου, ἀποφασίστηκε ἡ ἐκλογὴ νέας διοικήσεως. Παρὰ τὶς ἀπειλὲς τῆς διοικήσεως, οἱ καπνεργάτες ψήφισαν ὑπὲρ τῆς Κ.Ο.Ε. Ἡ συνέλευση συνεχίστηκε ὡς ἀργὰ τὴ νύχτα καὶ ἡ ἀστυνομία ἐπενέβη μὲ τὸ πρόσχημα ὅτι διαταράσσεται ἡ τάξη. Πολλοὶ ἐργάτες συνελήφθησαν καὶ ὁδηγήθηκαν στὸ τμῆμα. bbox=[484, 821, 684, 994]
paragraph: Ἀλλὰ καὶ ὅταν κατόρθωσαν οἱ πυροσβέστες νὰ φθάσουν ἀπὸ τὴ θάλασσα, ἡ φωτιὰ εἶχε γίνει ἀσυγκράτητη. bbox=[904, 597, 1114, 650]
announcements-title: ΑΝΑΚΟΙΝΩΣΕΙΣ bbox=[958, 1211, 1060, 1226]
paragraph: Ἐκ τοῦ καφέ Ἰρβίνη δεσμός ἐχρησιμοποιήθη ὑπὸ τῶν πυροσβεστῶν, οἱ ὁποῖοι κατόρθωσαν νὰ σώσουν τὰ ὑπόλοιπα καταστήματα. bbox=[1351, 920, 1579, 974]
theatre-item: ΠΑΝΟΡΑΜΑ. Τζέντλεμαν Κλόουν. bbox=[26, 1188, 208, 1201]
theatre-item: ΑΘΗΝΑΙ-ΚΟ.Νο. Ἐργο τοῦ πέλτερου. bbox=[26, 1086, 222, 1099]
fire-story-b bbox=[1124, 228, 1340, 1538]
serial-column bbox=[696, 1548, 896, 1915]
paper-name: ΡΙΖΟΣΠΑΣΤΗΣ bbox=[739, 8, 861, 24]
paragraph: Οἱ κάτοικοι τῶν γειτονικῶν σπιτιῶν βγῆκαν στοὺς δρόμους μὲ τὰ νυχτικά τους, πανικόβλητοι. Πολλὲς οἰκογένειες ἔχασαν ὅλο τὸ βιός τους. bbox=[904, 418, 1114, 485]
paragraph: Ἐπίσης τραυματίστηκαν ἀρκετοὶ κάτοικοι κατὰ τὴ διάρκεια τῆς φυγῆς. Ἡ κατάσταση ὁρισμένων εἶναι σοβαρή. bbox=[1124, 653, 1340, 707]
paragraph: Περὶ τὸ μεσημέρι κατέφθασαν στὸν τόπο τῆς καταστροφῆς ὁ Νομάρχης, ὁ Δήμαρχος καὶ ὁ Ἀστυνομικὸς Διευθυντής. bbox=[1124, 296, 1340, 350]
damage-title: ΑΙ ΖΗΜΙΑΙ bbox=[1428, 780, 1502, 796]
section-rule bbox=[265, 1540, 1345, 1541]
theatre-item: ΣΟΥΝΙΟΝ. — Σ' ἀγαπῶ καὶ θὰ σὲ πάρω. bbox=[26, 971, 238, 984]
explosion-title: ΚΑΙ ΕΚΡΗΞΗ bbox=[1154, 424, 1310, 439]
